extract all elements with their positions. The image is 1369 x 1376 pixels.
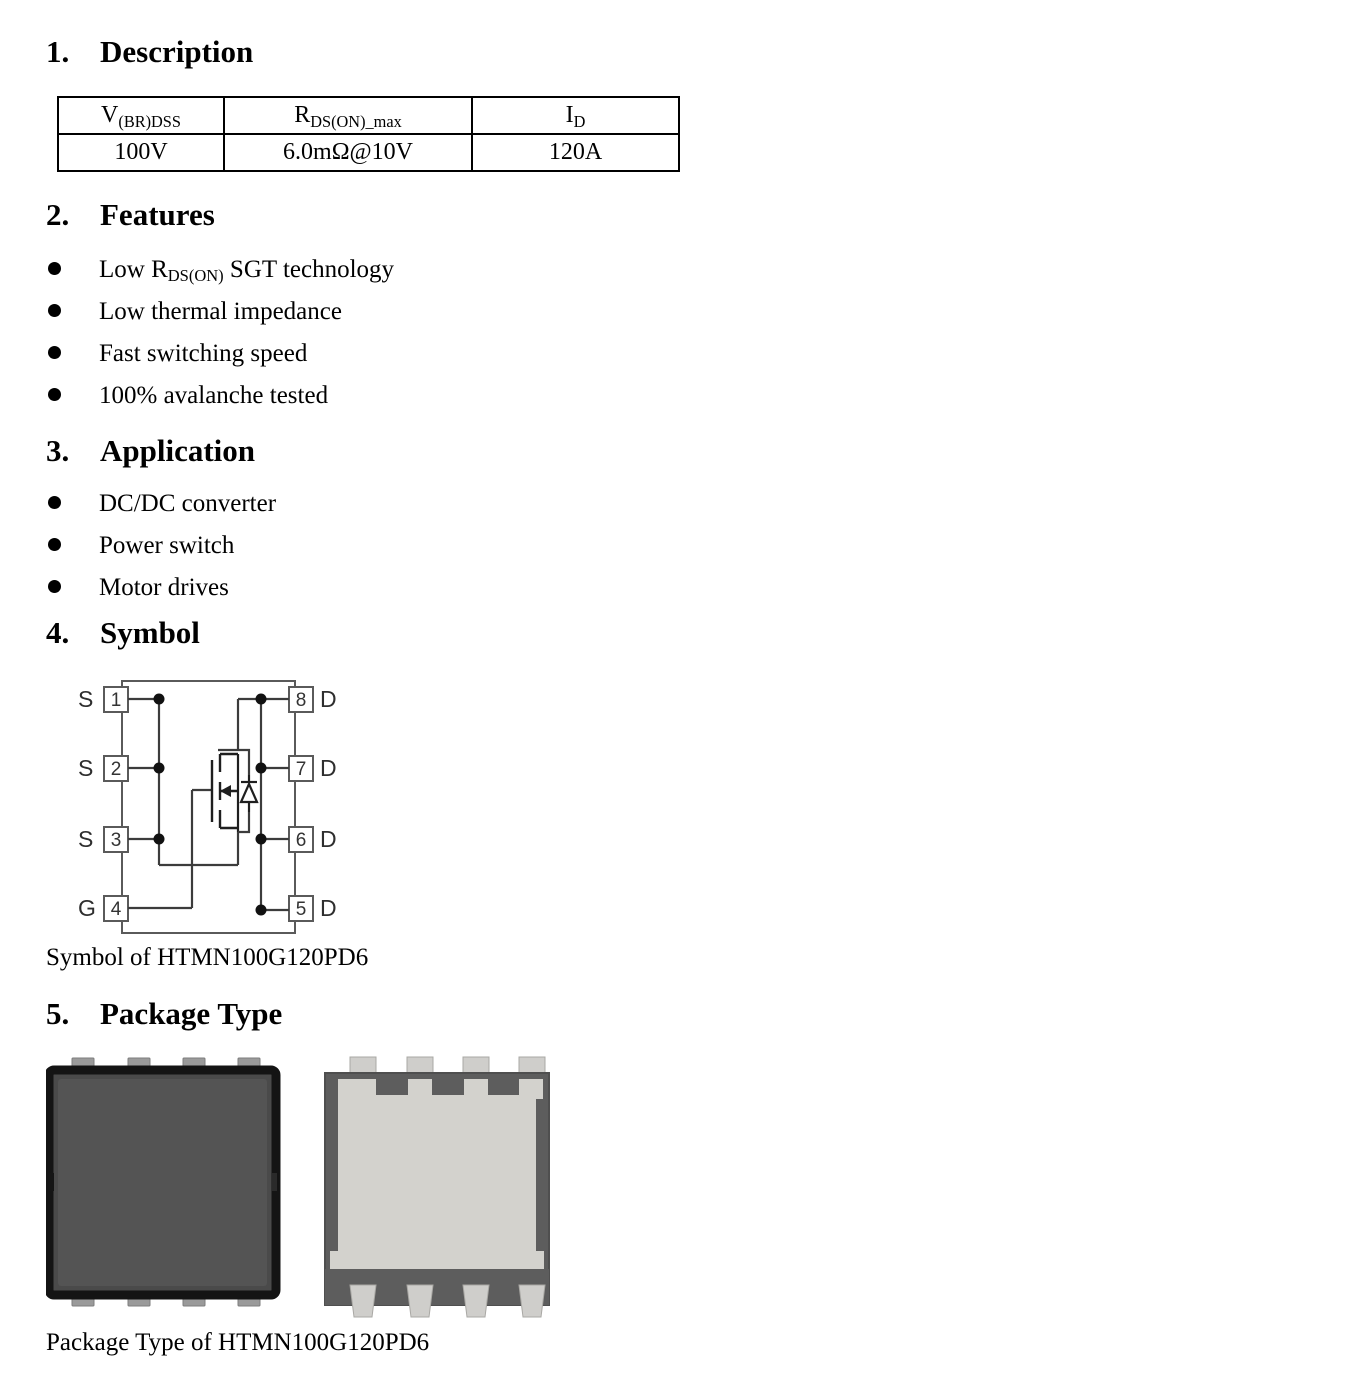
pin-label-6: D [320, 826, 337, 853]
pin-label-2: S [78, 755, 94, 782]
section-title: Symbol [100, 615, 200, 650]
header-base: V [101, 102, 119, 128]
header-cell-vbrdss [58, 97, 224, 134]
bullet-dot-icon [48, 538, 61, 551]
groove-1 [376, 1079, 408, 1095]
pin-number-6: 6 [295, 830, 307, 852]
symbol-diagram [75, 672, 365, 937]
header-subscript: DS(ON)_max [310, 111, 402, 131]
lead-b-bottom-4 [519, 1285, 545, 1317]
description-table [57, 96, 680, 172]
junction-dot [154, 834, 165, 845]
junction-dot [154, 763, 165, 774]
junction-dot [154, 694, 165, 705]
package-drawings-svg [46, 1055, 566, 1325]
list-item-label: Low $R_{DS(ON)}$ SGT technology [99, 256, 395, 286]
groove-2 [432, 1079, 464, 1095]
pin-label-8: D [320, 686, 337, 713]
section-number: 4. [46, 615, 70, 650]
pin-number-5: 5 [295, 899, 307, 921]
section-number: 1. [46, 34, 70, 69]
bullet-dot-icon [48, 346, 61, 359]
section-number: 5. [46, 996, 70, 1031]
pin1-notch-icon [49, 1173, 54, 1191]
symbol-caption: Symbol of HTMN100G120PD6 [46, 944, 369, 971]
package-bottom-view [325, 1057, 549, 1317]
pad-rail-right [520, 1079, 536, 1259]
diode-triangle-icon [241, 784, 257, 802]
pad-bottom-band [330, 1251, 544, 1269]
pin-number-7: 7 [295, 759, 307, 781]
pin-number-2: 2 [110, 759, 122, 781]
table-header-row [58, 97, 679, 134]
bullet-dot-icon [48, 580, 61, 593]
pin-number-8: 8 [295, 690, 307, 712]
pin-label-5: D [320, 895, 337, 922]
bullet-dot-icon [48, 496, 61, 509]
pad-rail-left [338, 1079, 354, 1259]
value-cell-rdson: 6.0mΩ@10V [224, 134, 472, 171]
bullet-dot-icon [48, 304, 61, 317]
package-caption: Package Type of HTMN100G120PD6 [46, 1329, 430, 1356]
value-cell-vbrdss: 100V [58, 134, 224, 171]
right-edge-notch [272, 1173, 277, 1191]
junction-dot [256, 763, 267, 774]
pin-label-1: S [78, 686, 94, 713]
pad-lead-link-2 [408, 1079, 432, 1099]
list-item-label: Fast switching speed [99, 340, 308, 367]
lead-b-bottom-1 [350, 1285, 376, 1317]
section-title: Application [100, 433, 256, 468]
package-images [46, 1055, 566, 1325]
diode-to-source-path [238, 812, 249, 832]
header-base: I [565, 102, 574, 128]
pin-label-4: G [78, 895, 96, 922]
lead-b-bottom-3 [463, 1285, 489, 1317]
bullet-dot-icon [48, 388, 61, 401]
section-title: Package Type [100, 996, 283, 1031]
list-item-label: DC/DC converter [99, 490, 277, 517]
lead-b-bottom-2 [407, 1285, 433, 1317]
groove-3 [488, 1079, 519, 1095]
pin-label-7: D [320, 755, 337, 782]
section-number: 3. [46, 433, 70, 468]
header-base: R [294, 102, 311, 128]
list-item-label: Low thermal impedance [99, 298, 342, 325]
junction-dot [256, 834, 267, 845]
header-subscript: (BR)DSS [118, 111, 181, 131]
package-body-sheen [58, 1079, 267, 1286]
package-outline-rect [122, 681, 295, 933]
section-title: Description [100, 34, 254, 69]
list-item-label: 100% avalanche tested [99, 382, 329, 409]
header-cell-rdson [224, 97, 472, 134]
junction-dot [256, 694, 267, 705]
pin-label-3: S [78, 826, 94, 853]
table-value-row [58, 134, 679, 171]
symbol-schematic-svg [75, 672, 365, 937]
section-title: Features [100, 197, 215, 232]
pin-number-1: 1 [110, 690, 122, 712]
section-heading-symbol [46, 617, 200, 648]
pin-number-3: 3 [110, 830, 122, 852]
bullet-dot-icon [48, 262, 61, 275]
pad-lead-link-3 [464, 1079, 488, 1099]
section-heading-features [46, 199, 215, 230]
section-heading-application [46, 435, 255, 466]
header-subscript: D [573, 111, 586, 131]
junction-dot [256, 905, 267, 916]
value-cell-id: 120A [472, 134, 679, 171]
package-top-view [49, 1058, 277, 1306]
header-cell-id [472, 97, 679, 134]
section-heading-package [46, 998, 282, 1029]
list-item-label: Power switch [99, 532, 235, 559]
mosfet-bulk-arrow-icon [220, 785, 231, 797]
section-heading-description [46, 36, 253, 67]
diode-to-drain-path [238, 750, 249, 775]
section-number: 2. [46, 197, 70, 232]
pad-lead-link-1 [352, 1079, 376, 1099]
pin-number-4: 4 [110, 899, 122, 921]
drain-pad [352, 1093, 522, 1265]
list-item-label: Motor drives [99, 574, 229, 601]
